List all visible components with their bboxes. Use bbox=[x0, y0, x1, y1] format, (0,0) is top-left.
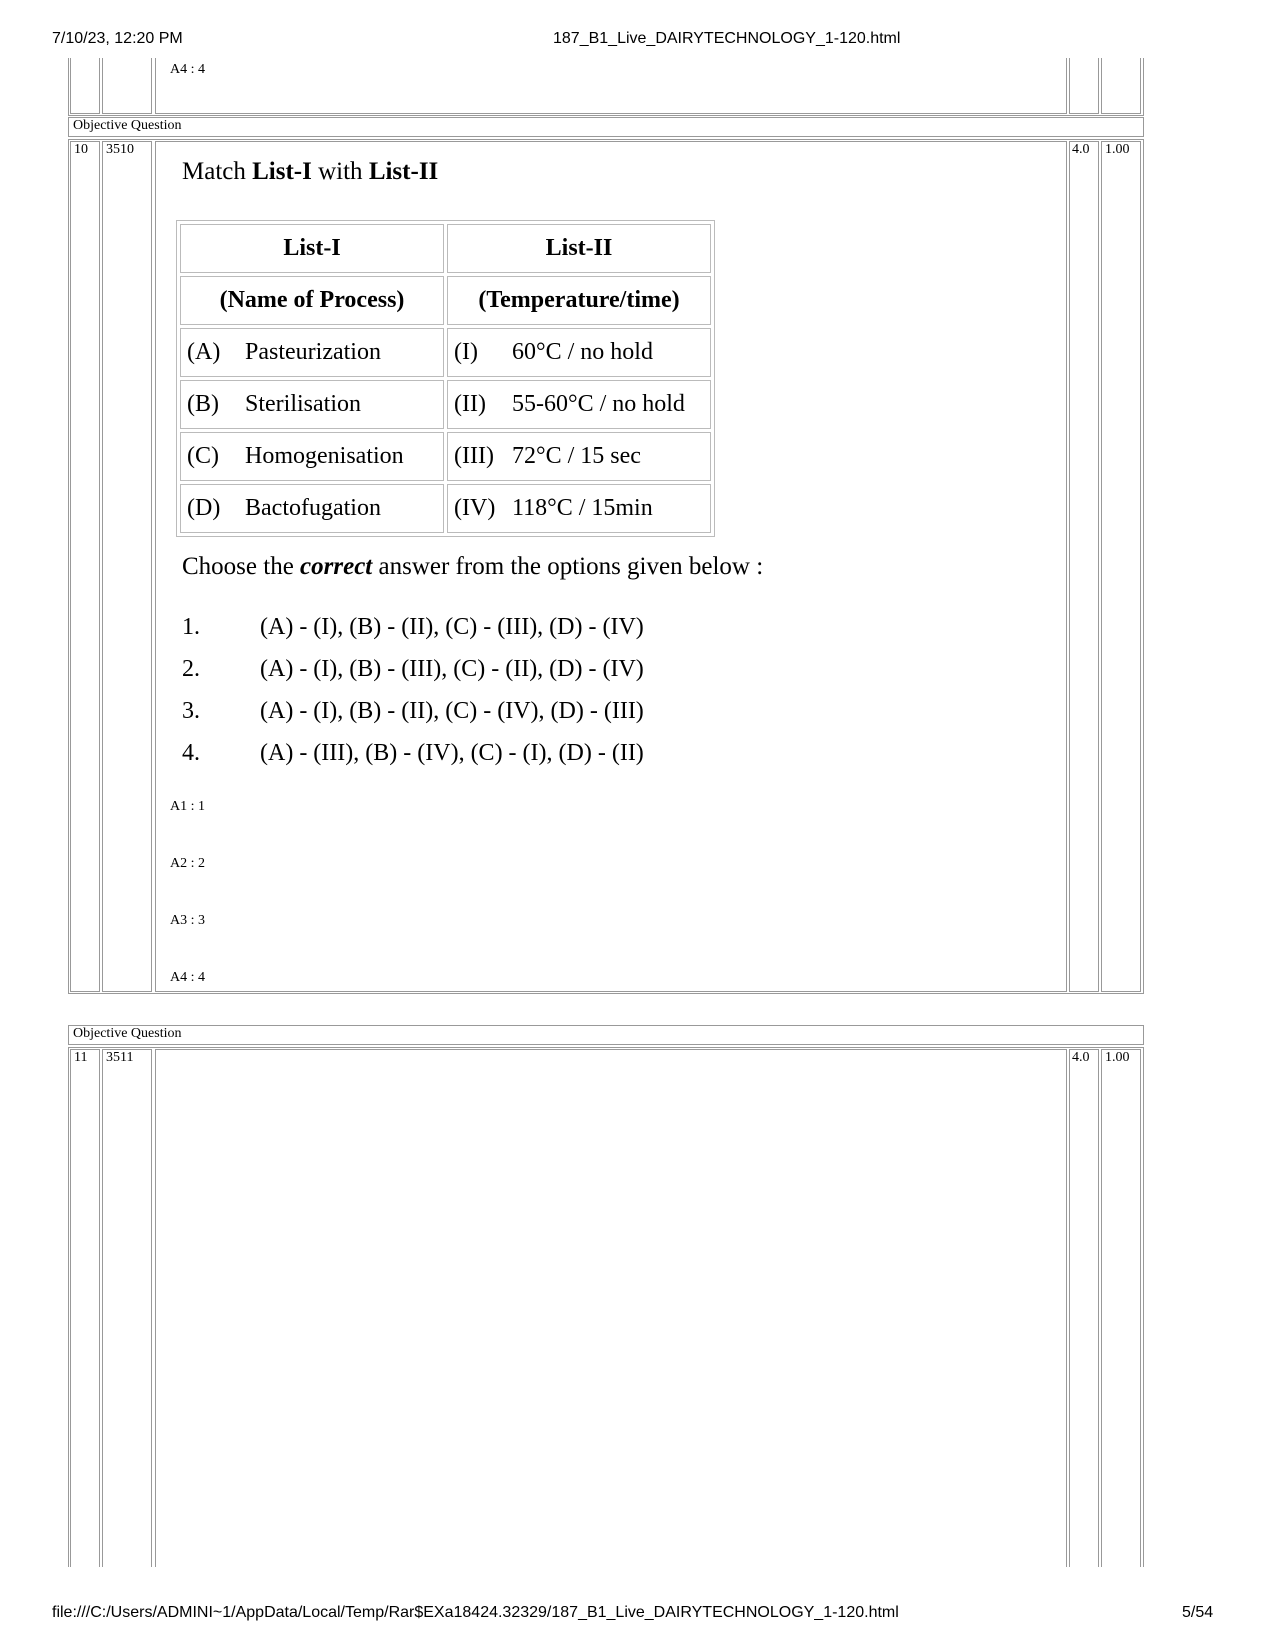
q10-instruction bbox=[182, 553, 763, 581]
q10-answer-3: A3 : 3 bbox=[170, 913, 205, 928]
q10-instruction-pre: Choose the bbox=[182, 553, 301, 580]
q10-option-1 bbox=[182, 614, 644, 641]
q10-answer-2: A2 : 2 bbox=[170, 856, 205, 871]
q10-col-neg bbox=[1101, 141, 1141, 992]
match-cell-list1 bbox=[180, 328, 444, 377]
option-number: 1. bbox=[182, 614, 200, 640]
match-label: (I) bbox=[454, 339, 478, 365]
option-text: (A) - (III), (B) - (IV), (C) - (I), (D) - (II) bbox=[260, 740, 644, 766]
q10-id: 3510 bbox=[106, 142, 134, 157]
match-subheader-list1: (Name of Process) bbox=[180, 276, 444, 325]
match-label: (III) bbox=[454, 443, 494, 469]
option-text: (A) - (I), (B) - (III), (C) - (II), (D) - (IV) bbox=[260, 656, 644, 682]
match-label: (A) bbox=[187, 339, 221, 365]
match-cell-list2 bbox=[447, 380, 711, 429]
q11-col-neg bbox=[1101, 1049, 1141, 1567]
option-number: 2. bbox=[182, 656, 200, 682]
match-subheader-list2: (Temperature/time) bbox=[447, 276, 711, 325]
print-date: 7/10/23, 12:20 PM bbox=[52, 30, 183, 47]
q10-col-id bbox=[102, 141, 152, 992]
option-number: 3. bbox=[182, 698, 200, 724]
q10-instruction-emphasis: correct bbox=[300, 553, 373, 580]
match-process: Pasteurization bbox=[245, 339, 381, 365]
q10-option-3 bbox=[182, 698, 644, 725]
q10-title-prefix: Match bbox=[182, 158, 253, 185]
q11-col-marks bbox=[1069, 1049, 1099, 1567]
prev-col-marks bbox=[1069, 58, 1099, 114]
print-page-number: 5/54 bbox=[1182, 1604, 1214, 1621]
prev-col-serial bbox=[70, 58, 100, 114]
print-title: 187_B1_Live_DAIRYTECHNOLOGY_1-120.html bbox=[553, 30, 901, 47]
q10-question-title bbox=[182, 158, 438, 186]
match-header-list1: List-I bbox=[180, 224, 444, 273]
match-cell-list1 bbox=[180, 380, 444, 429]
match-label: (B) bbox=[187, 391, 219, 417]
match-header-list2: List-II bbox=[447, 224, 711, 273]
q11-serial: 11 bbox=[74, 1050, 88, 1065]
q11-col-id bbox=[102, 1049, 152, 1567]
q11-col-serial bbox=[70, 1049, 100, 1567]
match-process: Homogenisation bbox=[245, 443, 404, 469]
match-temperature: 55-60°C / no hold bbox=[512, 391, 685, 417]
q10-instruction-post: answer from the options given below : bbox=[372, 553, 764, 580]
q10-answer-1: A1 : 1 bbox=[170, 799, 205, 814]
match-row bbox=[180, 484, 711, 533]
q10-section-label: Objective Question bbox=[73, 118, 182, 133]
prev-col-neg bbox=[1101, 58, 1141, 114]
q11-section-bar bbox=[68, 1025, 1144, 1045]
match-row bbox=[180, 432, 711, 481]
q11-id: 3511 bbox=[106, 1050, 134, 1065]
match-table bbox=[176, 220, 715, 537]
match-temperature: 60°C / no hold bbox=[512, 339, 653, 365]
match-temperature: 72°C / 15 sec bbox=[512, 443, 641, 469]
q10-title-list1: List-I bbox=[252, 158, 312, 185]
q11-negative: 1.00 bbox=[1105, 1050, 1130, 1065]
match-process: Bactofugation bbox=[245, 495, 381, 521]
match-process: Sterilisation bbox=[245, 391, 361, 417]
match-cell-list1 bbox=[180, 432, 444, 481]
match-temperature: 118°C / 15min bbox=[512, 495, 653, 521]
option-number: 4. bbox=[182, 740, 200, 766]
match-cell-list2 bbox=[447, 432, 711, 481]
q11-col-body bbox=[155, 1049, 1067, 1567]
option-text: (A) - (I), (B) - (II), (C) - (IV), (D) - (III) bbox=[260, 698, 644, 724]
match-cell-list1 bbox=[180, 484, 444, 533]
q10-section-bar bbox=[68, 117, 1144, 137]
q10-serial: 10 bbox=[74, 142, 88, 157]
q10-negative: 1.00 bbox=[1105, 142, 1130, 157]
match-label: (II) bbox=[454, 391, 486, 417]
q11-section-label: Objective Question bbox=[73, 1026, 182, 1041]
q10-marks: 4.0 bbox=[1072, 142, 1090, 157]
match-label: (IV) bbox=[454, 495, 496, 521]
prev-answer-4: A4 : 4 bbox=[170, 62, 205, 77]
match-cell-list2 bbox=[447, 484, 711, 533]
prev-col-id bbox=[102, 58, 152, 114]
q10-option-4 bbox=[182, 740, 644, 767]
match-label: (D) bbox=[187, 495, 221, 521]
q10-option-2 bbox=[182, 656, 644, 683]
match-row bbox=[180, 328, 711, 377]
q10-col-serial bbox=[70, 141, 100, 992]
q10-col-marks bbox=[1069, 141, 1099, 992]
match-row bbox=[180, 380, 711, 429]
match-label: (C) bbox=[187, 443, 219, 469]
q10-title-list2: List-II bbox=[368, 158, 439, 185]
option-text: (A) - (I), (B) - (II), (C) - (III), (D) - (IV) bbox=[260, 614, 644, 640]
q10-answer-4: A4 : 4 bbox=[170, 970, 205, 985]
match-cell-list2 bbox=[447, 328, 711, 377]
q10-title-mid: with bbox=[311, 158, 369, 185]
print-footer-path: file:///C:/Users/ADMINI~1/AppData/Local/Temp/Rar$EXa18424.32329/187_B1_Live_DAIRYTECHNOLOGY_1-120.html bbox=[52, 1604, 899, 1621]
q11-marks: 4.0 bbox=[1072, 1050, 1090, 1065]
prev-col-body bbox=[155, 58, 1067, 114]
